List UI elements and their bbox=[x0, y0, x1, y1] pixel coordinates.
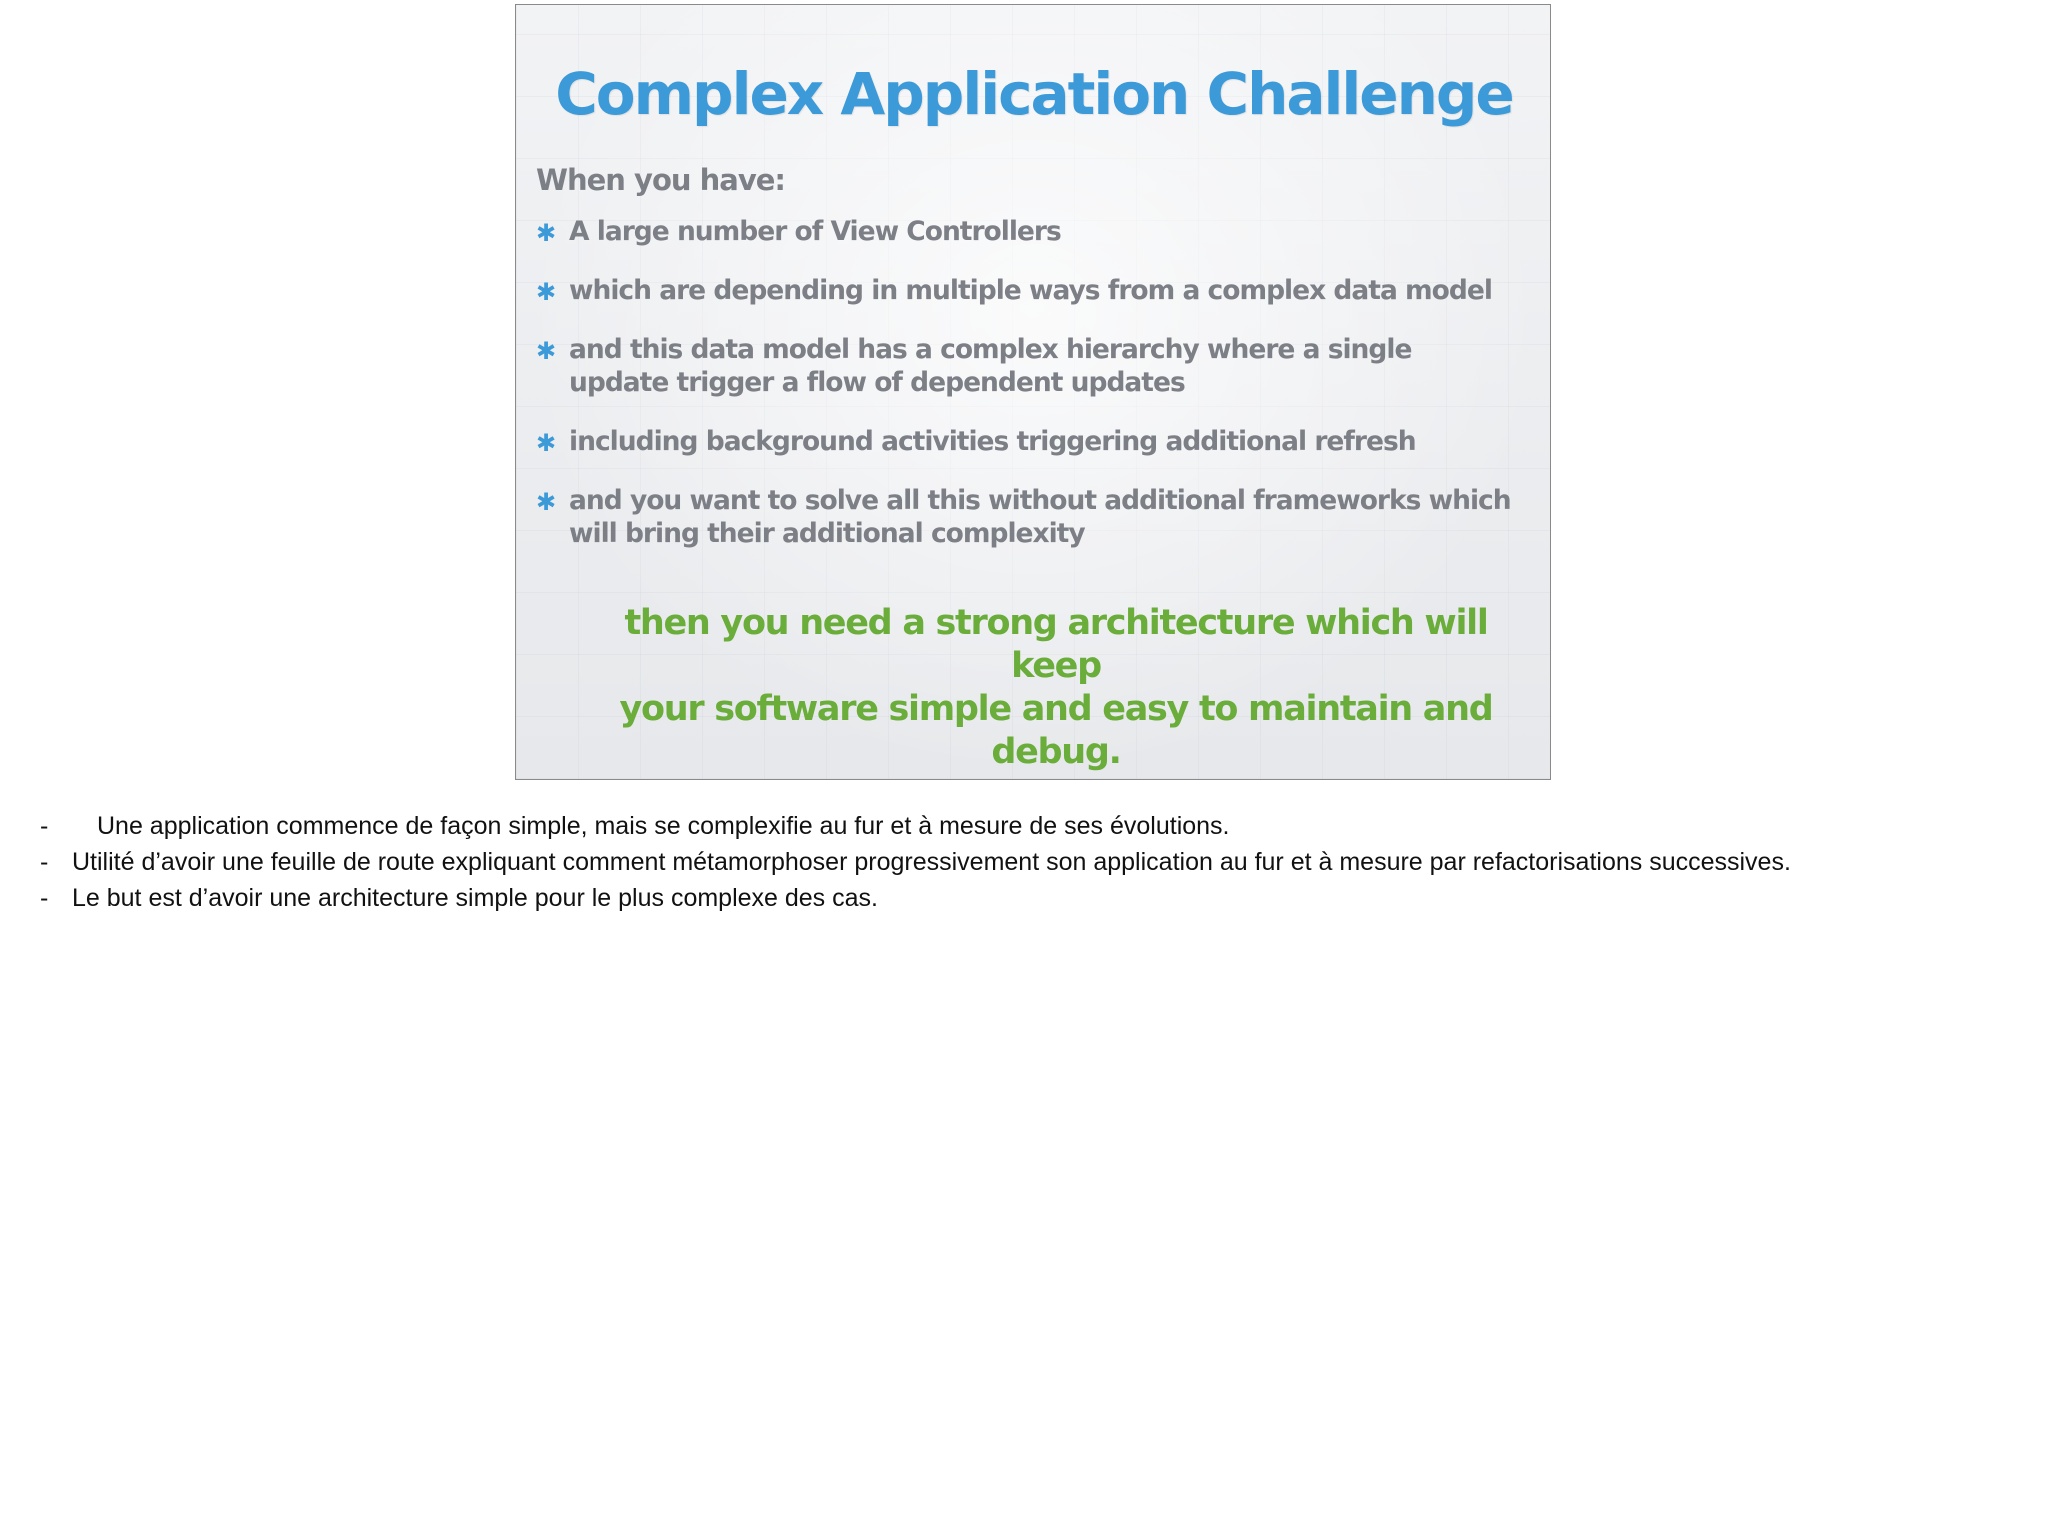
note-text: Une application commence de façon simple, mais se complexifie au fur et à mesure de ses évolutions. bbox=[97, 812, 1230, 840]
bullet-text: which are depending in multiple ways from a complex data model bbox=[569, 275, 1492, 306]
bullet-text: including background activities triggering additional refresh bbox=[569, 426, 1416, 457]
note-item bbox=[40, 844, 2030, 880]
bullet-item bbox=[536, 333, 1516, 399]
slide-conclusion bbox=[596, 602, 1516, 774]
note-dash: - bbox=[40, 884, 49, 912]
asterisk-bullet-icon: ✱ bbox=[536, 337, 556, 365]
note-text: Le but est d’avoir une architecture simple pour le plus complexe des cas. bbox=[72, 884, 878, 912]
bullet-item bbox=[536, 215, 1516, 248]
slide-intro: When you have: bbox=[536, 163, 785, 197]
bullet-text: and you want to solve all this without additional frameworks which will bring their additional complexity bbox=[569, 485, 1511, 549]
bullet-item bbox=[536, 425, 1516, 458]
note-text: Utilité d’avoir une feuille de route expliquant comment métamorphoser progressivement son application au fur et à mesure par refactorisations successives. bbox=[72, 848, 1791, 876]
conclusion-line-2: your software simple and easy to maintain and debug. bbox=[619, 689, 1493, 772]
bullet-text: and this data model has a complex hierarchy where a single update trigger a flow of dependent updates bbox=[569, 334, 1412, 398]
bullet-item bbox=[536, 274, 1516, 307]
bullet-list bbox=[536, 215, 1516, 576]
speaker-notes bbox=[40, 808, 2030, 916]
asterisk-bullet-icon: ✱ bbox=[536, 429, 556, 457]
bullet-item bbox=[536, 484, 1516, 550]
note-item bbox=[40, 880, 2030, 916]
asterisk-bullet-icon: ✱ bbox=[536, 488, 556, 516]
note-item bbox=[40, 808, 2030, 844]
slide bbox=[515, 4, 1551, 780]
note-dash: - bbox=[40, 812, 49, 840]
slide-title: Complex Application Challenge bbox=[555, 60, 1513, 128]
asterisk-bullet-icon: ✱ bbox=[536, 219, 556, 247]
conclusion-line-1: then you need a strong architecture which will keep bbox=[624, 603, 1488, 686]
bullet-text: A large number of View Controllers bbox=[569, 216, 1061, 247]
note-dash: - bbox=[40, 848, 49, 876]
asterisk-bullet-icon: ✱ bbox=[536, 278, 556, 306]
